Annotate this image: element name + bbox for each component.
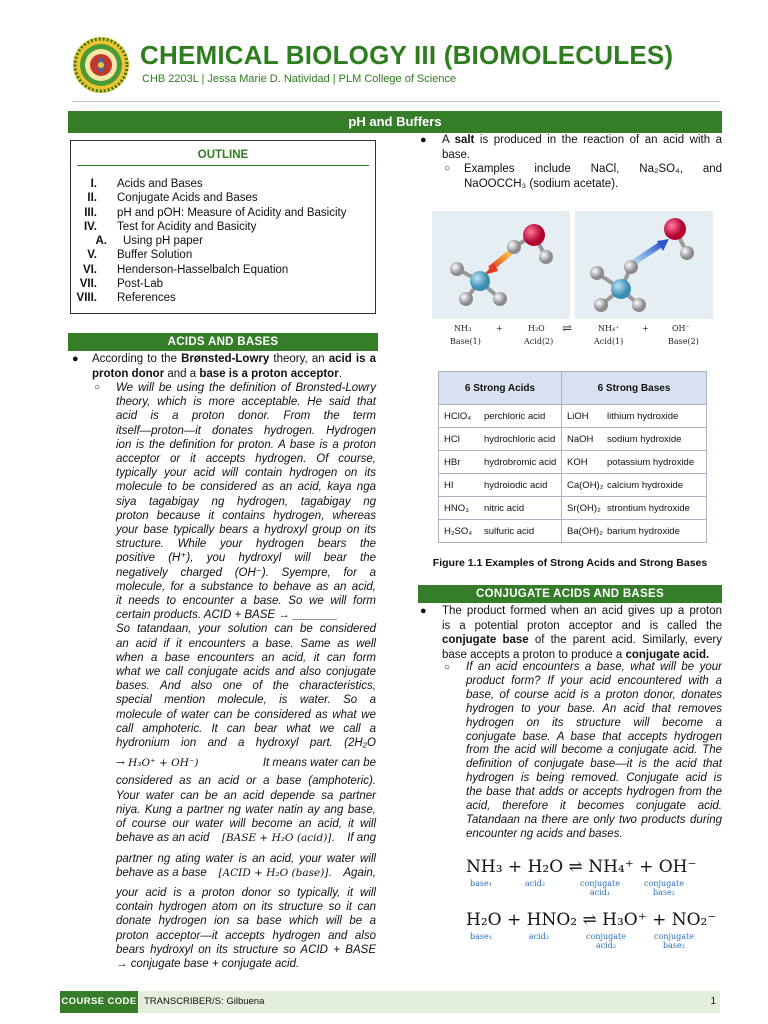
bullet-dot: ● <box>420 134 427 146</box>
bullet-dot: ● <box>420 605 427 617</box>
conjugate-equation-2: H₂O + HNO₂ ⇌ H₃O⁺ + NO₂⁻ <box>466 910 717 930</box>
table-row: HI hydroiodic acid Ca(OH)₂ calcium hydroxide <box>439 474 707 497</box>
figure-caption: Figure 1.1 Examples of Strong Acids and Strong Bases <box>432 557 708 569</box>
bullet-dot: ● <box>72 353 79 365</box>
sub-bullet-circle: ○ <box>444 662 451 673</box>
conjugate-heading: CONJUGATE ACIDS AND BASES <box>418 585 722 603</box>
sub-bullet-circle: ○ <box>444 163 451 174</box>
acid-base-transcript-notes: We will be using the definition of Bronsted-Lowry theory, which is more acceptable. He said that acid is a proton donor. From the term itself—proton—it donates hydrogen. Hydrogen ion is the definition for proton. A base is a proton acceptor or it accepts hydrogen. Of course, typically your acid will contain hydrogen on its molecule to be considered as an acid, kaya nga siya tagabigay ng hydrogen, tagabigay ng proton because it contains hydrogen, whereas your base typically bears a hydroxyl group on its structure. While your hydrogen bears the positive (H⁺), you hydroxyl will bear the negatively charged (OH⁻). Syempre, for a molecule, for a substance to behave as an acid, it needs to encounter a base. So we will form certain products. ACID + BASE → _______ So tatandaan, your solution can be considered an acid if it encounters a base. Same as well when a base encounters an acid, it can form what we call conjugate acids and also conjugate bases. And also one of the characteristics, special mention molecule, is water. So a molecule of water can be considered as what we call amphoteric. It can bear what we call a hydronium ion and a hydroxyl part. (2H₂O → H₃O⁺ + OH⁻) It means water can be considered as an acid or a base (amphoteric). Your water can be an acid depende sa partner niya. Kung a partner ng water natin ay ang base, of course our water will become an acid, it will behave as an acid [BASE + H₂O (acid)]. If ang partner ng ating water is an acid, your water will behave as a base [ACID + H₂O (base)]. Again, your acid is a proton donor so typically, it will contain hydrogen atom on its structure so it can donate hydrogen ion sa base which will be a proton acceptor—it accepts hydrogen and also bears hydroxyl on its structure so ACID + BASE → conjugate base + conjugate acid. <box>116 382 376 970</box>
university-seal-logo <box>72 36 130 94</box>
outline-item: V. Buffer Solution <box>87 249 193 262</box>
course-title: CHEMICAL BIOLOGY III (BIOMOLECULES) <box>140 40 674 70</box>
outline-item: III. pH and pOH: Measure of Acidity and Basicity <box>84 206 347 219</box>
outline-divider <box>77 165 369 166</box>
page-number: 1 <box>710 996 716 1007</box>
table-header-acids: 6 Strong Acids <box>439 372 562 405</box>
outline-item: IV. Test for Acidity and Basicity <box>83 220 257 233</box>
course-code-label: COURSE CODE <box>60 991 138 1013</box>
equation-2-labels: base₁ acid₂ conjugate acid₂ conjugate base₂ <box>470 932 694 950</box>
salt-paragraph: A salt is produced in the reaction of an acid with a base. <box>442 134 722 161</box>
table-header-bases: 6 Strong Bases <box>562 372 707 405</box>
conjugate-paragraph: The product formed when an acid gives up a proton is a potential proton acceptor and is called the conjugate base of the parent acid. Similarly, every base accepts a proton to produce a conjugate acid. <box>442 605 723 661</box>
acids-bases-heading: ACIDS AND BASES <box>68 333 378 351</box>
strong-acids-bases-table <box>438 371 707 543</box>
table-row: HNO₃ nitric acid Sr(OH)₂ strontium hydroxide <box>439 497 707 520</box>
outline-title: OUTLINE <box>197 149 249 161</box>
outline-list <box>75 177 371 306</box>
outline-item: VIII. References <box>76 292 176 305</box>
molecule-equation-labels: NH₃ + H₂O ⇌ NH₄⁺ + OH⁻ Base(1) Acid(2) Acid(1) Base(2) <box>450 321 699 346</box>
outline-item: VII. Post-Lab <box>79 278 164 291</box>
ammonium-hydroxide-model-right <box>575 211 713 319</box>
outline-item: I. Acids and Bases <box>90 178 203 190</box>
table-row: H₂SO₄ sulfuric acid Ba(OH)₂ barium hydroxide <box>439 520 707 543</box>
bronsted-lowry-paragraph: According to the Brønsted-Lowry theory, an acid is a proton donor and a base is a proton acceptor. <box>92 353 376 380</box>
table-row: HClO₄ perchloric acid LiOH lithium hydroxide <box>439 405 707 428</box>
topic-banner: pH and Buffers <box>68 111 722 133</box>
outline-item: VI. Henderson-Hasselbalch Equation <box>82 263 289 276</box>
outline-item: II. Conjugate Acids and Bases <box>87 192 258 205</box>
salt-examples: Examples include NaCl, Na₂SO₄, and NaOOCCH₃ (sodium acetate). <box>464 163 722 190</box>
sub-bullet-circle: ○ <box>94 382 101 393</box>
transcriber-label: TRANSCRIBER/S: Gilbuena <box>144 996 265 1007</box>
conjugate-transcript-notes: If an acid encounters a base, what will be your product form? If your acid encountered with a base, of course acid is a proton donor, donates hydrogen to your base. An acid that removes hydrogen on its structure will become a conjugate base. A base that accepts hydrogen from the acid will become a conjugate acid. The definition of conjugate base—it is the acid that hydrogen is being removed. Conjugate acid is the base that adds or accepts hydrogen from the acid, therefore it becomes conjugate acid. Tatandaan na there are only two products during encounter ng acids and bases. <box>466 661 722 840</box>
table-row: HBr hydrobromic acid KOH potassium hydroxide <box>439 451 707 474</box>
conjugate-equation-1: NH₃ + H₂O ⇌ NH₄⁺ + OH⁻ <box>466 857 697 877</box>
header-divider <box>72 101 720 102</box>
course-subtitle: CHB 2203L | Jessa Marie D. Natividad | PLM College of Science <box>142 73 457 85</box>
ammonia-water-model-left <box>432 211 570 319</box>
outline-box <box>70 140 376 314</box>
outline-subitem: A. Using pH paper <box>95 235 203 248</box>
equation-1-labels: base₁ acid₂ conjugate acid₁ conjugate base₂ <box>470 879 684 897</box>
table-row: HCl hydrochloric acid NaOH sodium hydroxide <box>439 428 707 451</box>
page-footer <box>60 991 720 1013</box>
